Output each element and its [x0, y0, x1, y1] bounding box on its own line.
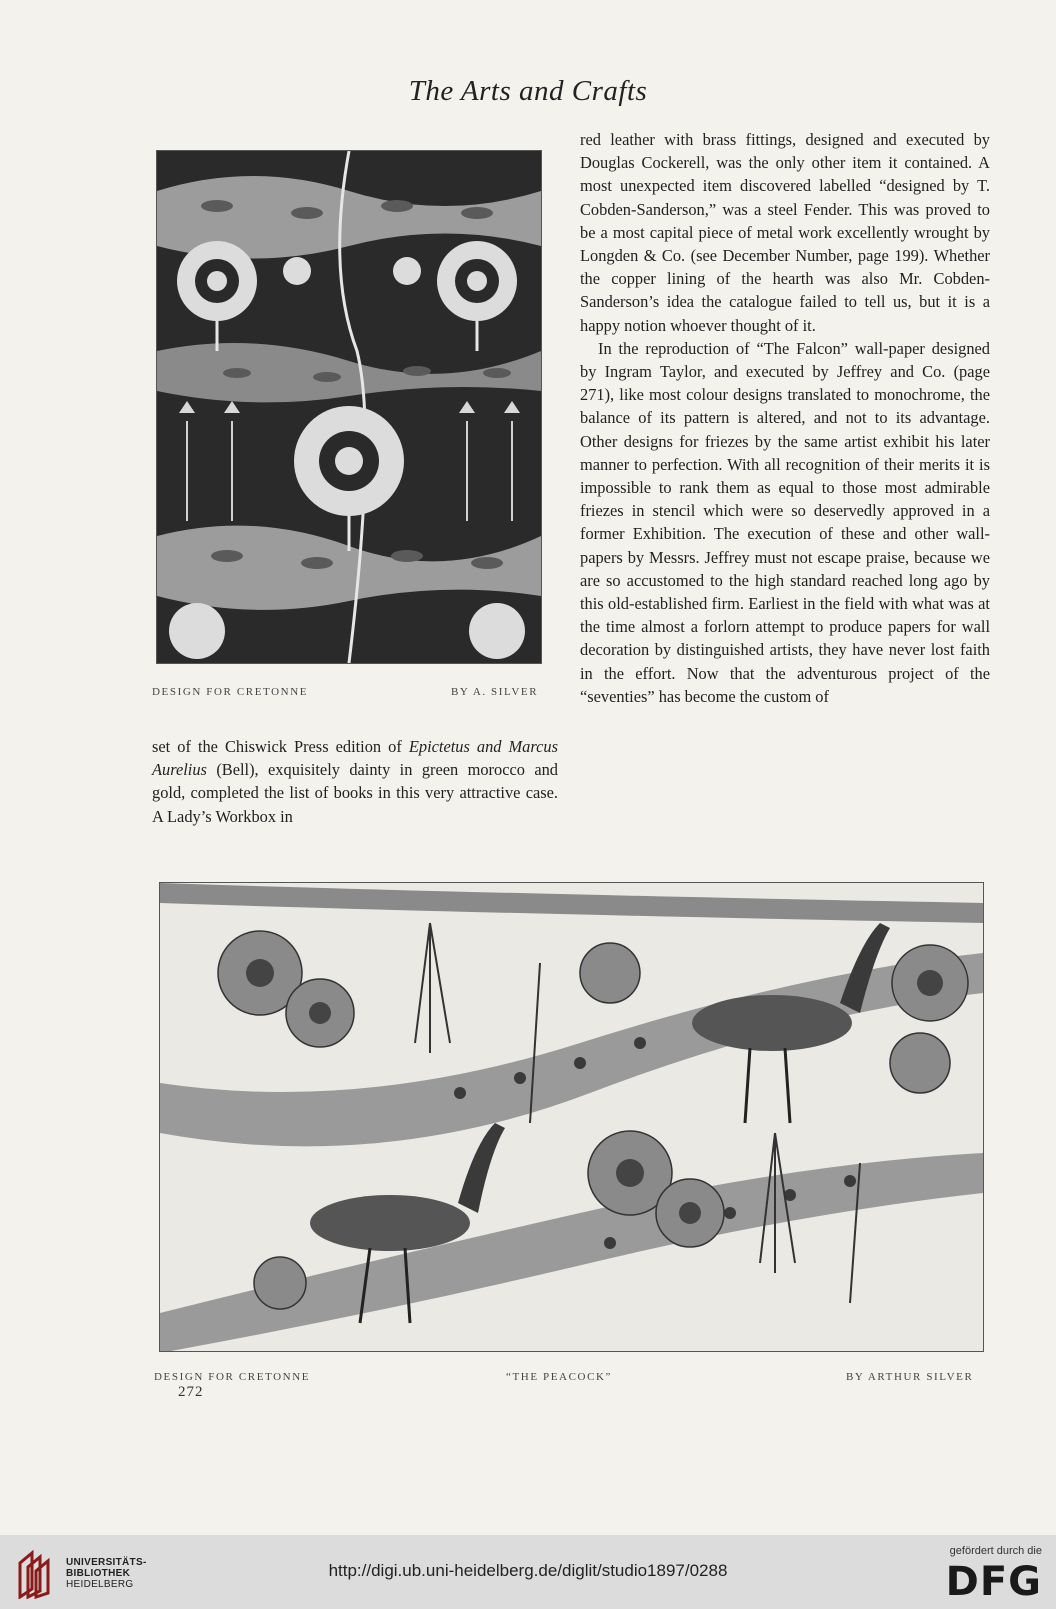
top-figure-caption-left: DESIGN FOR CRETONNE [152, 686, 309, 698]
left-paragraph [152, 735, 558, 828]
running-head: The Arts and Crafts [408, 75, 648, 107]
bottom-figure-caption-left: DESIGN FOR CRETONNE [154, 1371, 311, 1383]
dfg-logo[interactable]: DFG [945, 1559, 1042, 1605]
source-url[interactable]: http://digi.ub.uni-heidelberg.de/diglit/studio1897/0288 [328, 1561, 728, 1580]
bottom-figure-caption-center: “THE PEACOCK” [506, 1371, 613, 1383]
book-title: Epictetus and Marcus Aurelius [152, 737, 558, 780]
paragraph-2: In the reproduction of “The Falcon” wall-paper designed by Ingram Taylor, and executed by Jeffrey and Co. (page 271), like most colour designs translated to monochrome, the balance of its pattern is altered, and not to its advantage. Other designs for friezes by the same artist exhibit his later manner to perfection. With all recognition of their merits it is impossible to rank them as equal to those most admirable friezes in stencil which were so deservedly approved in a former Exhibition. The execution of these and other wall-papers by Messrs. Jeffrey must not escape praise, because we are so accustomed to the high standard reached long ago by this old-established firm. Earliest in the field with what was at the time almost a forlorn attempt to produce papers for wall decoration by distinguished artists, they have never lost faith in the effort. Now that the adventurous project of the “seventies” has become the custom of [580, 338, 990, 706]
cretonne-plate-top [156, 150, 542, 664]
right-column-text [580, 128, 990, 708]
cretonne-pattern-image [157, 151, 541, 663]
page-number: 272 [178, 1384, 204, 1400]
funded-by-label: gefördert durch die [949, 1545, 1042, 1557]
left-text-start: set of the Chiswick Press edition of [152, 737, 409, 756]
library-line-2: BIBLIOTHEK [66, 1568, 131, 1579]
bottom-figure-caption-right: BY ARTHUR SILVER [846, 1371, 974, 1383]
left-column-text [152, 735, 558, 828]
peacock-pattern-image [160, 883, 983, 1351]
digitization-footer [0, 1535, 1056, 1609]
top-figure-caption-right: BY A. SILVER [451, 686, 539, 698]
left-text-end: (Bell), exquisitely dainty in green morocco and gold, completed the list of books in this very attractive case. A Lady’s Workbox in [152, 760, 558, 826]
peacock-plate-bottom [159, 882, 984, 1352]
library-line-1: UNIVERSITÄTS- [66, 1557, 147, 1568]
paragraph-1: red leather with brass fittings, designed and executed by Douglas Cockerell, was the only other item it contained. A most unexpected item discovered labelled “designed by T. Cobden-Sanderson,” was a steel Fender. This was proved to be a most capital piece of metal work excellently wrought by Longden & Co. (see December Number, page 199). Whether the copper lining of the hearth was also Mr. Cobden-Sanderson’s idea the catalogue failed to tell us, but it is a happy notion whoever thought of it. [580, 130, 990, 335]
library-line-3: HEIDELBERG [66, 1579, 134, 1590]
